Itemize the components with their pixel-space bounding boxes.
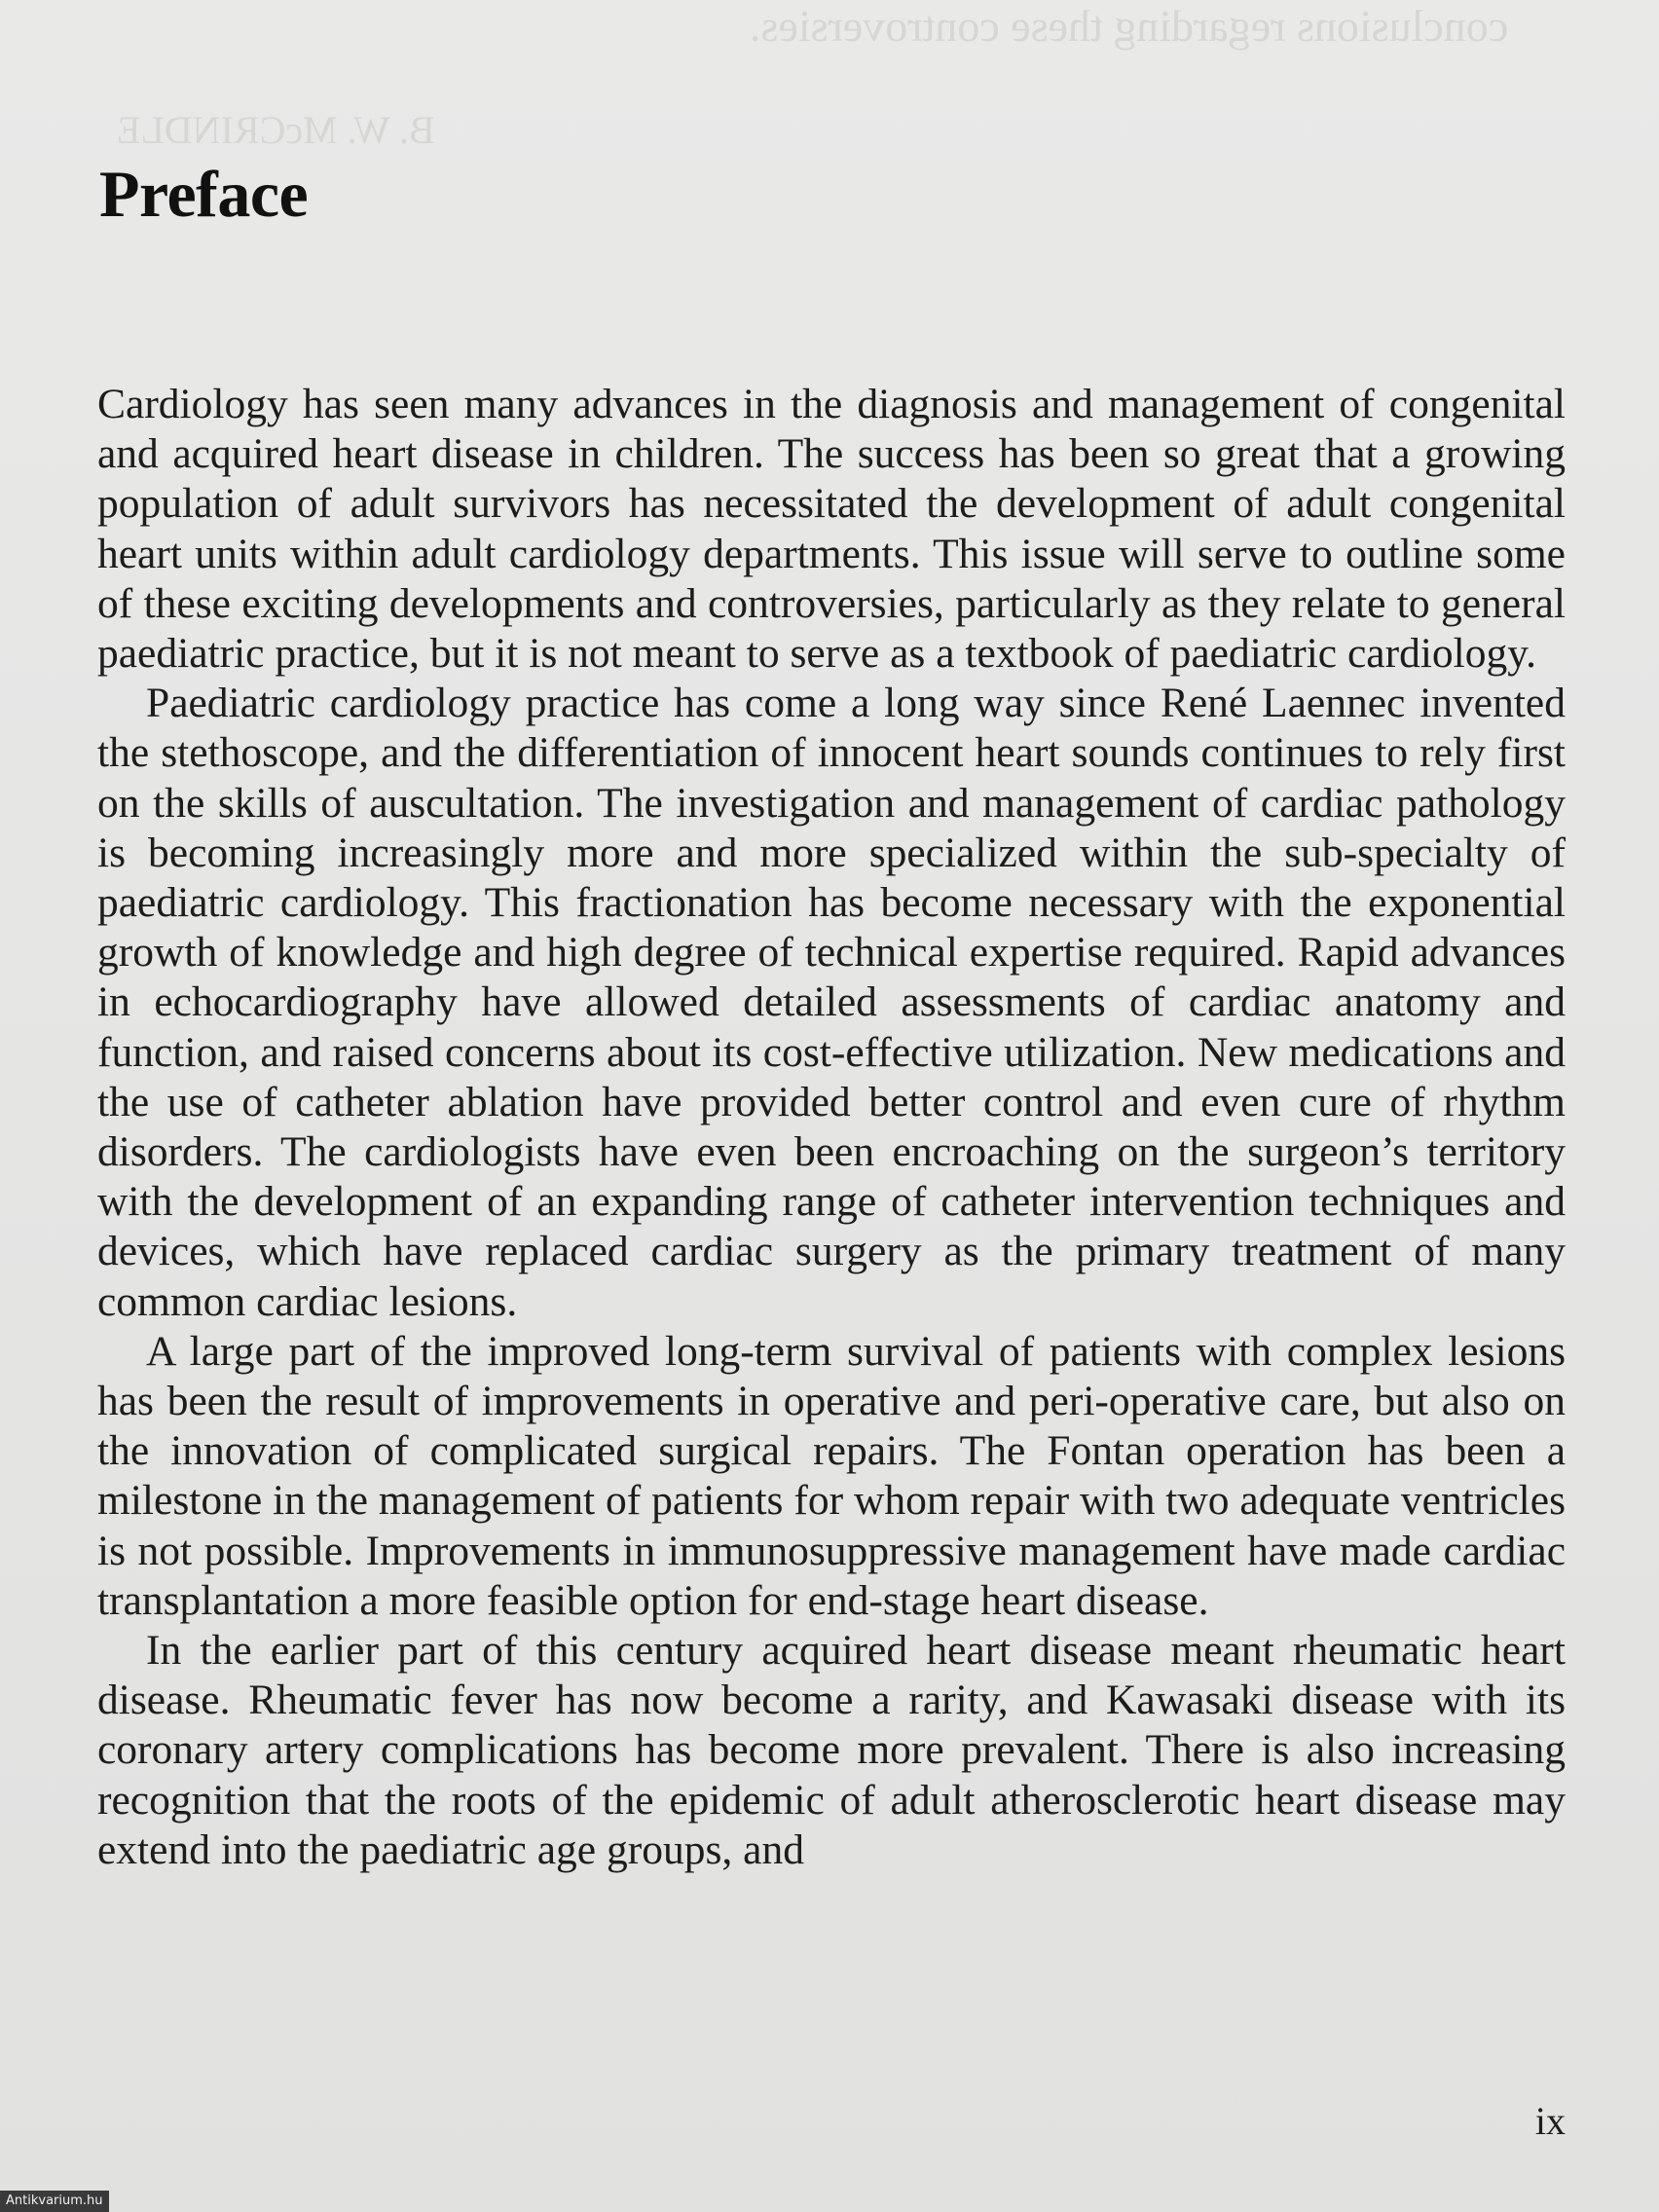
show-through-author: B. W. McCRINDLE: [117, 108, 435, 152]
page-number: ix: [1534, 2099, 1566, 2143]
paragraph: A large part of the improved long-term survival of patients with complex lesions has been the result of improvements in operative and peri-operative care, but also on the innovation of complicated surgical repairs. The Fontan operation has been a milestone in the management of patients for whom repair with two adequate ventricles is not possible. Improvements in immunosuppressive management have made cardiac transplantation a more feasible option for end-stage heart disease.: [97, 1327, 1566, 1624]
preface-body: [97, 380, 1566, 1875]
page-title: Preface: [99, 157, 309, 231]
paragraph: Paediatric cardiology practice has come a long way since René Laennec invented the stethoscope, and the differentiation of innocent heart sounds continues to rely first on the skills of auscultation. The investigation and management of cardiac pathology is becoming increasingly more and more specialized within the sub-specialty of paediatric cardiology. This fractionation has become necessary with the exponential growth of knowledge and high degree of technical expertise required. Rapid advances in echocardiography have allowed detailed assessments of cardiac anatomy and function, and raised concerns about its cost-effective utilization. New medications and the use of catheter ablation have provided better control and even cure of rhythm disorders. The cardiologists have even been encroaching on the surgeon’s territory with the development of an expanding range of catheter intervention techniques and devices, which have replaced cardiac surgery as the primary treatment of many common cardiac lesions.: [97, 680, 1566, 1325]
paragraph: In the earlier part of this century acquired heart disease meant rheumatic heart disease. Rheumatic fever has now become a rarity, and Kawasaki disease with its coronary artery complications has become more prevalent. There is also increasing recognition that the roots of the epidemic of adult atherosclerotic heart disease may extend into the paediatric age groups, and: [97, 1627, 1566, 1873]
show-through-text: conclusions regarding these controversies.: [750, 1, 1509, 51]
paragraph: Cardiology has seen many advances in the diagnosis and management of congenital and acquired heart disease in children. The success has been so great that a growing population of adult survivors has necessitated the development of adult congenital heart units within adult cardiology departments. This issue will serve to outline some of these exciting developments and controversies, particularly as they relate to general paediatric practice, but it is not meant to serve as a textbook of paediatric cardiology.: [97, 381, 1566, 678]
watermark-label: Antikvarium.hu: [0, 2191, 109, 2212]
